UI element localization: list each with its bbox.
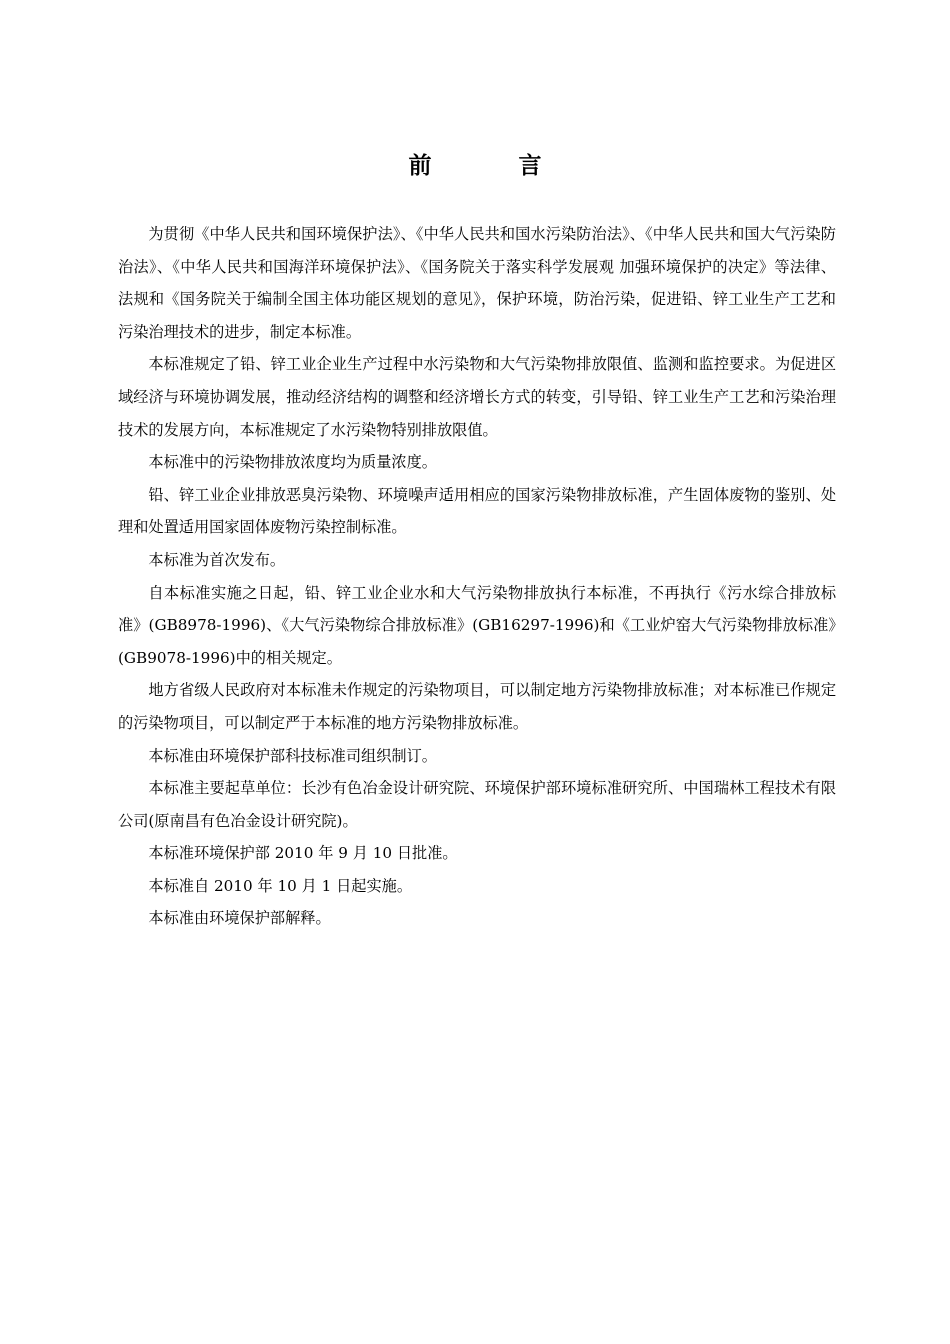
paragraph-approval-date: 本标准环境保护部 2010 年 9 月 10 日批准。 [148,844,458,863]
paragraph-first-release: 本标准为首次发布。 [148,550,286,569]
paragraph-organizer: 本标准由环境保护部科技标准司组织制订。 [148,746,437,765]
paragraph-interpretation: 本标准由环境保护部解释。 [148,909,331,928]
paragraph-local-standards: 地方省级人民政府对本标准未作规定的污染物项目，可以制定地方污染物排放标准；对本标准已作规定的污染物项目，可以制定严于本标准的地方污染物排放标准。 [118,681,836,732]
paragraph-replacement: 自本标准实施之日起，铅、锌工业企业水和大气污染物排放执行本标准，不再执行《污水综合排放标准》(GB8978-1996)、《大气污染物综合排放标准》(GB16297-1996)和《工业炉窑大气污染物排放标准》(GB9078-1996)中的相关规定。 [118,583,836,667]
paragraph-concentration: 本标准中的污染物排放浓度均为质量浓度。 [148,453,437,472]
paragraph-other-standards: 铅、锌工业企业排放恶臭污染物、环境噪声适用相应的国家污染物排放标准，产生固体废物的鉴别、处理和处置适用国家固体废物污染控制标准。 [118,485,836,537]
paragraph-purpose: 为贯彻《中华人民共和国环境保护法》、《中华人民共和国水污染防治法》、《中华人民共和国大气污染防治法》、《中华人民共和国海洋环境保护法》、《国务院关于落实科学发展观 加强环境保护的决定》等法律、法规和《国务院关于编制全国主体功能区规划的意见》，保护环境，防治污染，促进铅、锌工业生产工艺和污染治理技术的进步，制定本标准。 [118,225,836,341]
paragraph-scope: 本标准规定了铅、锌工业企业生产过程中水污染物和大气污染物排放限值、监测和监控要求。为促进区域经济与环境协调发展，推动经济结构的调整和经济增长方式的转变，引导铅、锌工业生产工艺和污染治理技术的发展方向，本标准规定了水污染物特别排放限值。 [118,355,836,439]
page-title: 前 言 [408,152,574,179]
paragraph-effective-date: 本标准自 2010 年 10 月 1 日起实施。 [148,876,413,895]
paragraph-drafting-units: 本标准主要起草单位：长沙有色冶金设计研究院、环境保护部环境标准研究所、中国瑞林工程技术有限公司(原南昌有色冶金设计研究院)。 [118,779,836,830]
preface-body [118,218,836,935]
